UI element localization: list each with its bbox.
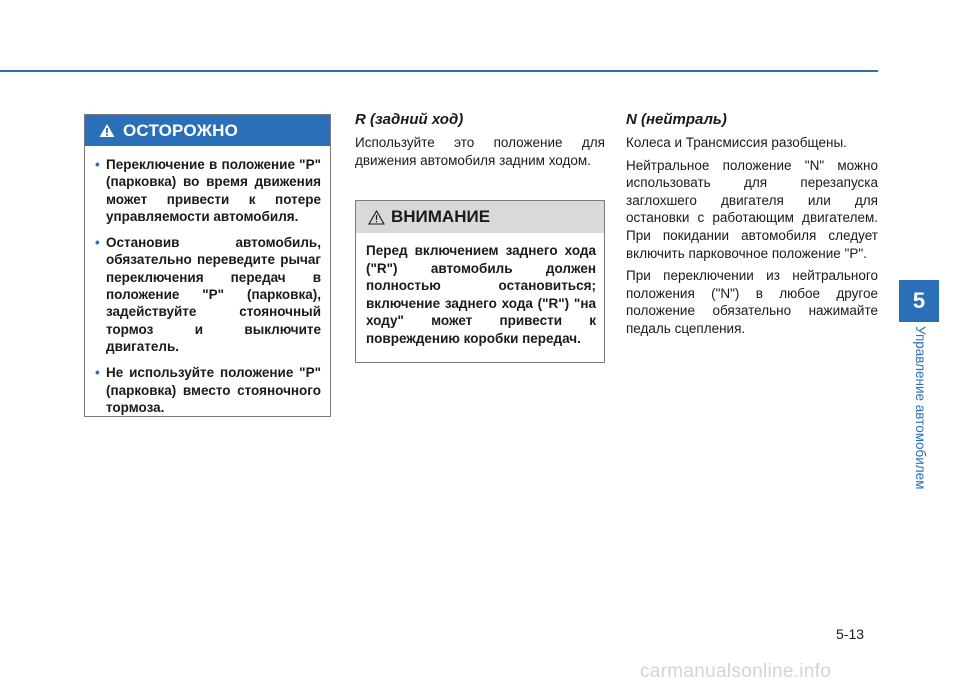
warning-header: [85, 115, 330, 146]
warning-box: [84, 114, 331, 417]
caution-title: ВНИМАНИЕ: [391, 207, 491, 226]
chapter-number-tab: 5: [899, 280, 939, 322]
reverse-heading: R (задний ход): [355, 111, 464, 128]
warning-item: • Не используйте положение "P" (парковка) вместо стояночного тормоза.: [95, 365, 321, 415]
caution-triangle-icon: [368, 210, 385, 225]
neutral-heading: N (нейтраль): [626, 111, 727, 128]
bullet-icon: •: [95, 235, 100, 251]
warning-title: ОСТОРОЖНО: [123, 120, 239, 140]
top-rule: [0, 70, 878, 72]
page-number: 5-13: [836, 626, 865, 642]
bullet-icon: •: [95, 365, 100, 381]
bullet-icon: •: [95, 157, 100, 172]
neutral-section: [626, 111, 878, 343]
caution-box: [355, 200, 605, 363]
neutral-paragraph: Колеса и Трансмиссия разобщены.: [626, 135, 847, 150]
warning-item: • Остановив автомобиль, обязательно переведите рычаг переключения передач в положение "P" (парковка), задействуйте стояночный тормоз и выключите двигатель.: [95, 235, 321, 354]
warning-list: [85, 146, 330, 416]
chapter-title: Управление автомобилем: [913, 326, 928, 490]
watermark: carmanualsonline.info: [640, 661, 832, 682]
caution-text: Перед включением заднего хода ("R") автомобиль должен полностью остановиться; включение заднего хода ("R") "на ходу" может привести к повреждению коробки передач.: [366, 243, 596, 346]
caution-header: [356, 201, 604, 233]
reverse-section: [355, 111, 605, 174]
warning-triangle-icon: [99, 123, 115, 138]
reverse-text: Используйте это положение для движения автомобиля задним ходом.: [355, 135, 605, 168]
neutral-paragraph: При переключении из нейтрального положения ("N") в любое другое положение обязательно нажимайте педаль сцепления.: [626, 268, 878, 336]
neutral-paragraph: Нейтральное положение "N" можно использовать для перезапуска заглохшего двигателя или для остановки с работающим двигателем. При покидании автомобиля следует включить парковочное положение "P".: [626, 157, 878, 261]
warning-item: • Переключение в положение "P" (парковка) во время движения может привести к потере управляемости автомобиля.: [95, 157, 321, 224]
